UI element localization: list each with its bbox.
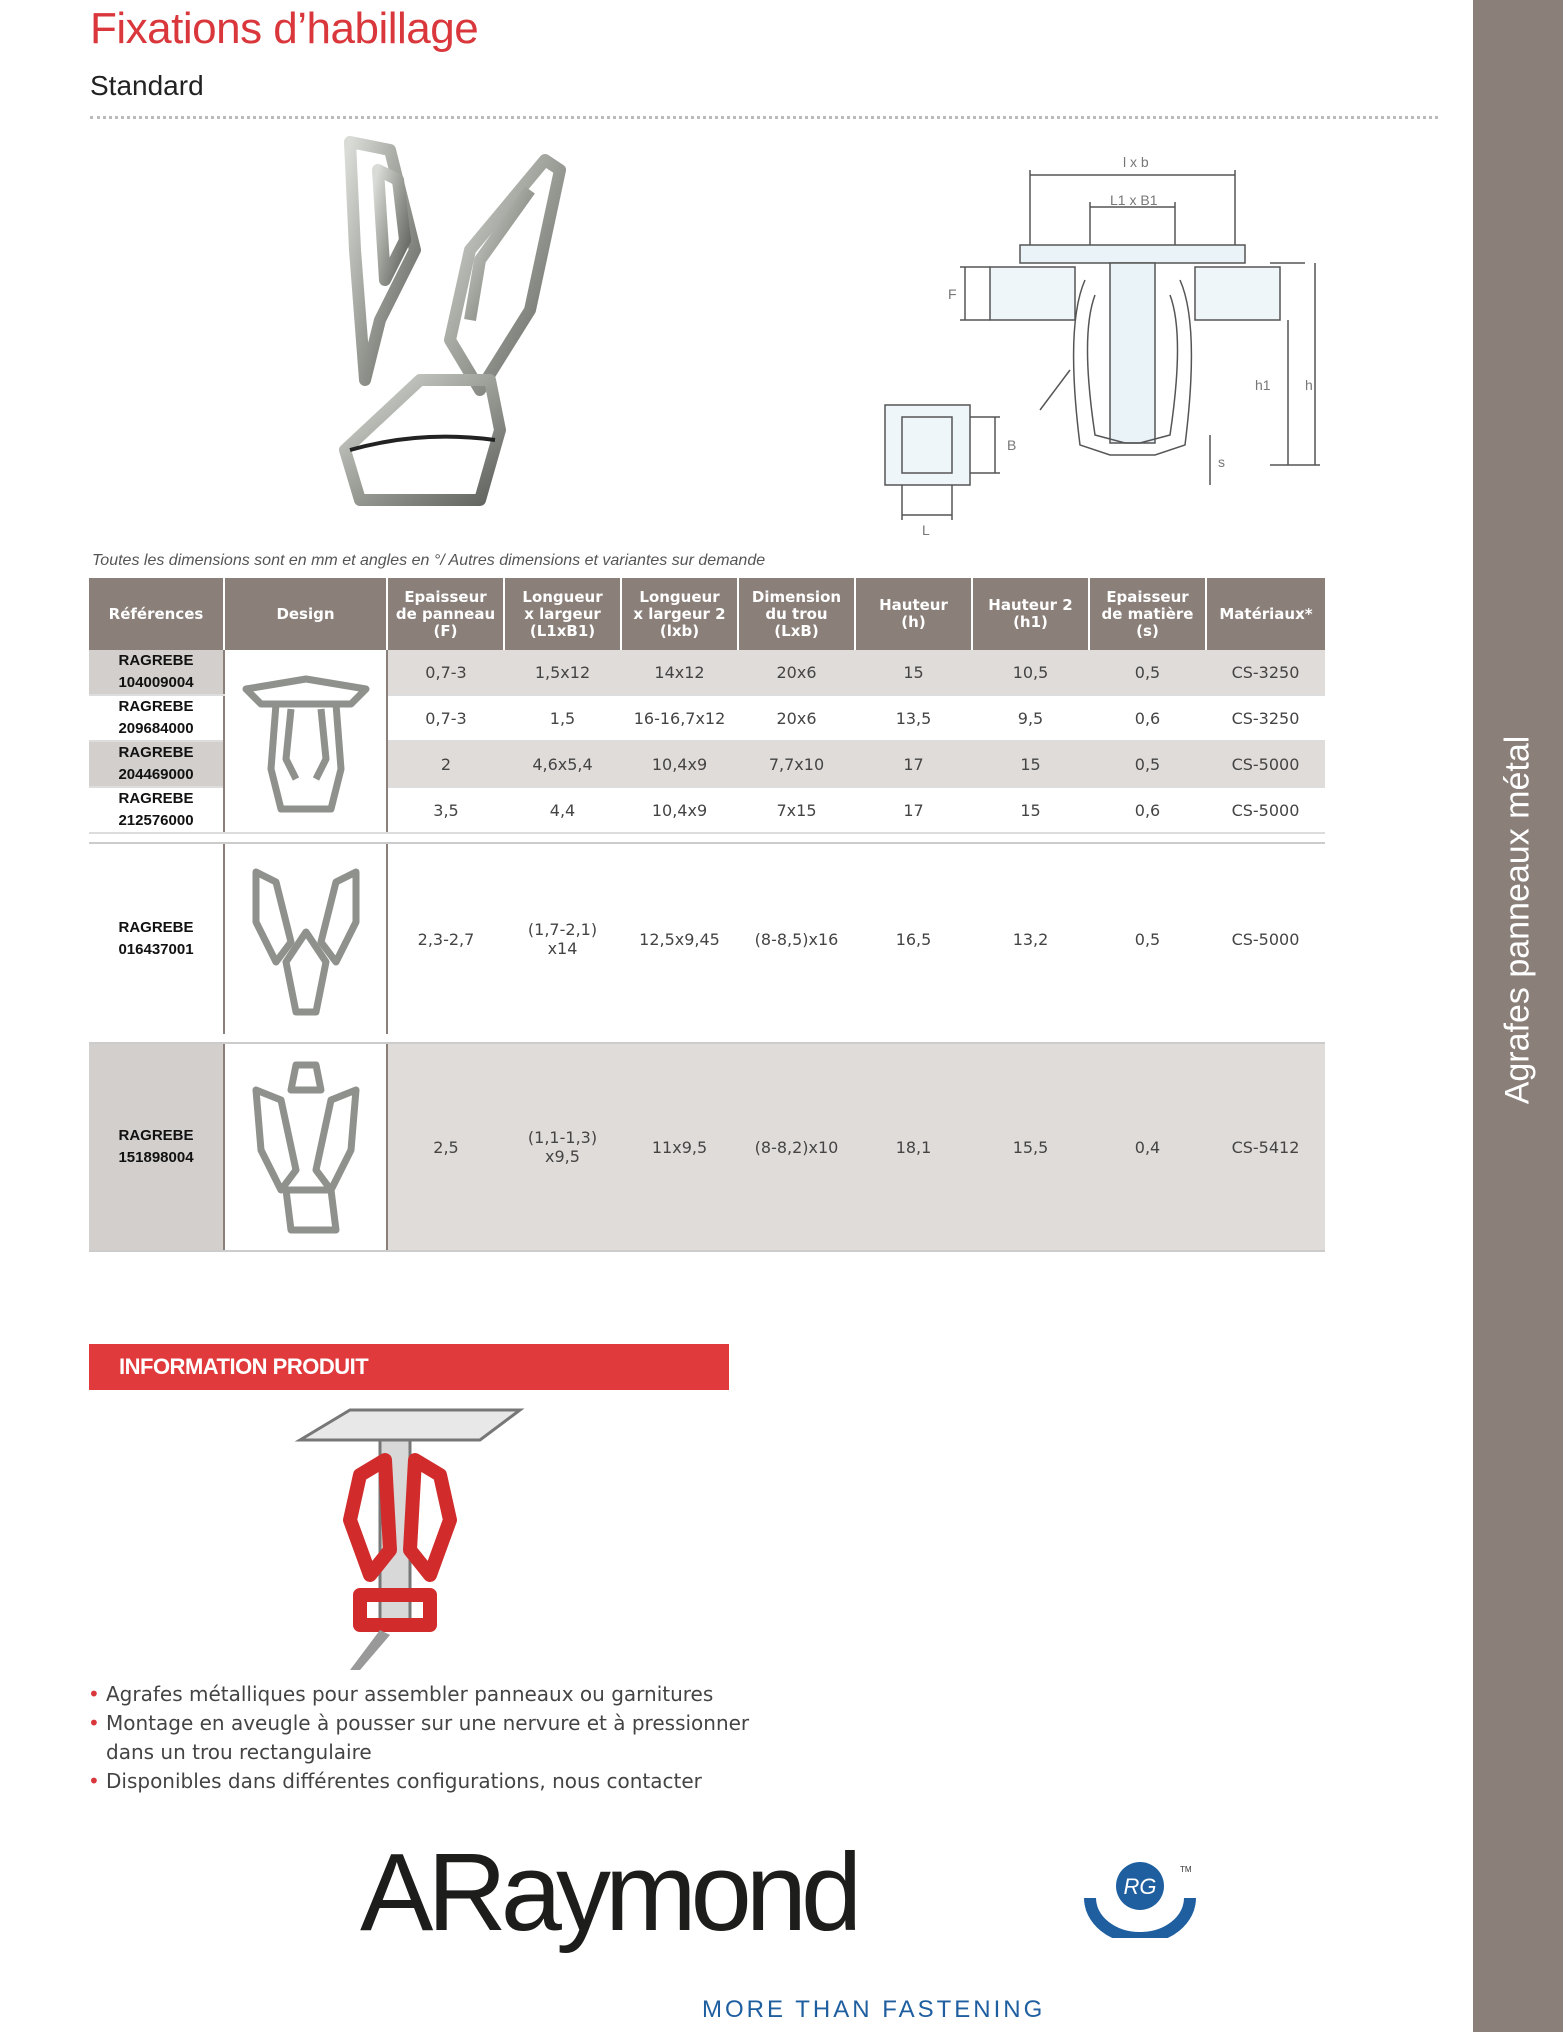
cell-lb: 12,5x9,45 (639, 929, 720, 949)
feature-list (86, 1680, 766, 1796)
table-separator (89, 833, 1325, 843)
cell-h: 15 (855, 650, 972, 695)
cell-h1: 13,2 (1012, 929, 1049, 949)
col-header-lxb: Longueur x largeur 2 (lxb) (621, 578, 738, 650)
cell-h: 18,1 (855, 1043, 972, 1251)
ref-cell: RAGREBE 212576000 (89, 787, 224, 833)
col-header-hauteur-2: Hauteur 2 (h1) (972, 578, 1089, 650)
cell-l1b1: 4,4 (504, 787, 621, 833)
cell-l1b1: 4,6x5,4 (504, 741, 621, 787)
brand-mark-initials: RG (1123, 1874, 1157, 1899)
spec-table (89, 578, 1325, 1252)
design-image-cell (224, 1043, 387, 1251)
design-image-cell (224, 650, 387, 833)
cell-h: 17 (855, 787, 972, 833)
dim-lxb-label: l x b (1123, 154, 1149, 170)
page-title: Fixations d’habillage (90, 4, 479, 53)
col-header-references: Références (89, 578, 224, 650)
table-row (89, 843, 1325, 1034)
cell-materiau: CS-5000 (1206, 741, 1325, 787)
cell-f: 2,3-2,7 (417, 929, 475, 949)
table-row (89, 1043, 1325, 1251)
cell-trou: 20x6 (738, 650, 855, 695)
cell-trou: (8-8,5)x16 (754, 929, 839, 949)
cell-s: 0,4 (1089, 1043, 1206, 1251)
cell-f: 3,5 (387, 787, 504, 833)
trademark-symbol: TM (1180, 1865, 1192, 1874)
dim-b-label: B (1007, 437, 1017, 453)
cell-h1: 10,5 (972, 650, 1089, 695)
dim-l1xb1-label: L1 x B1 (1110, 192, 1158, 208)
ref-cell: RAGREBE 204469000 (89, 741, 224, 787)
ref-cell: RAGREBE 104009004 (89, 650, 224, 695)
cell-h1: 15 (972, 787, 1089, 833)
side-band-label: Agrafes panneaux métal (1498, 735, 1537, 1105)
cell-s: 0,6 (1089, 787, 1206, 833)
cell-h1: 15 (972, 741, 1089, 787)
page-subtitle: Standard (90, 70, 204, 101)
cell-materiau: CS-3250 (1206, 650, 1325, 695)
brand-logo-wordmark: ARaymond (360, 1831, 857, 1954)
cell-trou: (8-8,2)x10 (738, 1043, 855, 1251)
cell-f: 2 (387, 741, 504, 787)
cell-lb: 14x12 (621, 650, 738, 695)
product-info-illustration (290, 1400, 540, 1670)
cell-lb: 10,4x9 (621, 787, 738, 833)
clip-design-image (236, 852, 376, 1022)
cell-materiau: CS-5412 (1206, 1043, 1325, 1251)
col-header-materiaux: Matériaux* (1206, 578, 1325, 650)
cell-lb: 10,4x9 (621, 741, 738, 787)
cell-l1b1: (1,1-1,3) x9,5 (504, 1043, 621, 1251)
dim-l-label: L (922, 522, 930, 538)
dotted-divider (90, 116, 1438, 119)
cell-trou: 7x15 (738, 787, 855, 833)
col-header-hauteur: Hauteur (h) (855, 578, 972, 650)
col-header-trou: Dimension du trou (LxB) (738, 578, 855, 650)
col-header-l1xb1: Longueur x largeur (L1xB1) (504, 578, 621, 650)
product-photo (150, 130, 710, 520)
feature-item: • Agrafes métalliques pour assembler panneaux ou garnitures (86, 1680, 766, 1709)
dim-s-label: s (1218, 454, 1225, 470)
cell-s: 0,5 (1089, 741, 1206, 787)
info-section-title: INFORMATION PRODUIT (89, 1344, 729, 1390)
cell-materiau: CS-3250 (1206, 695, 1325, 741)
cell-lb: 11x9,5 (621, 1043, 738, 1251)
cell-trou: 7,7x10 (738, 741, 855, 787)
clip-design-image (236, 659, 376, 819)
technical-drawing (870, 145, 1330, 545)
cell-h: 13,5 (855, 695, 972, 741)
cell-trou: 20x6 (738, 695, 855, 741)
cell-f: 0,7-3 (387, 650, 504, 695)
dimensions-note: Toutes les dimensions sont en mm et angles en °/ Autres dimensions et variantes sur demande (92, 552, 766, 569)
feature-item: • Disponibles dans différentes configurations, nous contacter (86, 1767, 766, 1796)
dim-h1-label: h1 (1255, 377, 1271, 393)
cell-materiau: CS-5000 (1231, 929, 1300, 949)
cell-s: 0,5 (1134, 929, 1161, 949)
clip-design-image (236, 1050, 376, 1240)
brand-logo-mark (1080, 1858, 1210, 1938)
cell-h: 16,5 (895, 929, 932, 949)
dim-h-label: h (1305, 377, 1313, 393)
cell-h1: 9,5 (972, 695, 1089, 741)
ref-cell: RAGREBE 209684000 (89, 695, 224, 741)
col-header-epaisseur-panneau: Epaisseur de panneau (F) (387, 578, 504, 650)
cell-l1b1: 1,5x12 (504, 650, 621, 695)
cell-f: 2,5 (387, 1043, 504, 1251)
cell-h1: 15,5 (972, 1043, 1089, 1251)
design-image-cell (224, 843, 387, 1034)
cell-s: 0,5 (1089, 650, 1206, 695)
cell-h: 17 (855, 741, 972, 787)
cell-l1b1: (1,7-2,1) x14 (527, 920, 598, 958)
feature-item: • Montage en aveugle à pousser sur une nervure et à pressionner dans un trou rectangulaire (86, 1709, 766, 1767)
cell-materiau: CS-5000 (1206, 787, 1325, 833)
ref-cell: RAGREBE 016437001 (118, 919, 194, 958)
table-separator (89, 1034, 1325, 1043)
cell-lb: 16-16,7x12 (621, 695, 738, 741)
table-header-row (89, 578, 1325, 650)
dim-f-label: F (948, 286, 957, 302)
cell-s: 0,6 (1089, 695, 1206, 741)
col-header-epaisseur-matiere: Epaisseur de matière (s) (1089, 578, 1206, 650)
ref-cell: RAGREBE 151898004 (89, 1043, 224, 1251)
cell-f: 0,7-3 (387, 695, 504, 741)
brand-tagline: MORE THAN FASTENING (702, 1996, 1046, 2023)
table-row (89, 650, 1325, 695)
col-header-design: Design (224, 578, 387, 650)
cell-l1b1: 1,5 (504, 695, 621, 741)
